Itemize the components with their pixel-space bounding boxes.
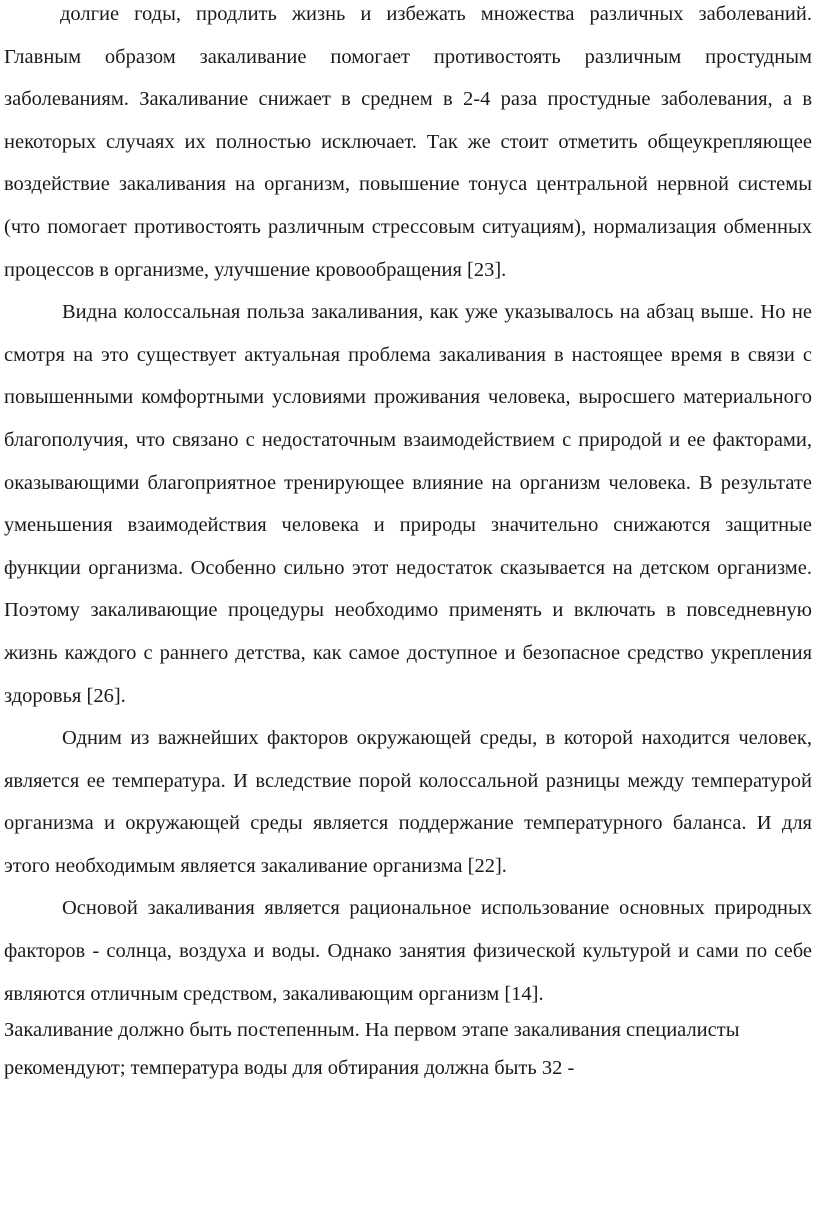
paragraph-hardening-problem: Видна колоссальная польза закаливания, как уже указывалось на абзац выше. Но не смотря на это существует актуальная проблема закаливания в настоящее время в связи с повышенными комфортными условиями проживания человека, выросшего материального благополучия, что связано с недостаточным взаимодействием с природой и ее факторами, оказывающими благоприятное тренирующее влияние на организм человека. В результате уменьшения взаимодействия человека и природы значительно снижаются защитные функции организма. Особенно сильно этот недостаток сказывается на детском организме. Поэтому закаливающие процедуры необходимо применять и включать в повседневную жизнь каждого с раннего детства, как самое доступное и безопасное средство укрепления здоровья [26]. [4,301,812,707]
paragraph-hardening-benefits: долгие годы, продлить жизнь и избежать множества различных заболеваний. Главным образом закаливание помогает противостоять различным простудным заболеваниям. Закаливание снижает в среднем в 2-4 раза простудные заболевания, а в некоторых случаях их полностью исключает. Так же стоит отметить общеукрепляющее воздействие закаливания на организм, повышение тонуса центральной нервной системы (что помогает противостоять различным стрессовым ситуациям), нормализация обменных процессов в организме, улучшение кровообращения [23]. [4,3,812,281]
paragraph-temperature-factor: Одним из важнейших факторов окружающей среды, в которой находится человек, является ее температура. И вследствие порой колоссальной разницы между температурой организма и окружающей среды является поддержание температурного баланса. И для этого необходимым является закаливание организма [22]. [4,727,812,877]
document-page [4,0,812,1087]
paragraph-gradual-hardening: Закаливание должно быть постепенным. На первом этапе закаливания специалисты рекомендуют; температура воды для обтирания должна быть 32 - [4,1019,740,1080]
paragraph-natural-factors: Основой закаливания является рациональное использование основных природных факторов - солнца, воздуха и воды. Однако занятия физической культурой и сами по себе являются отличным средством, закаливающим организм [14]. [4,897,812,1005]
